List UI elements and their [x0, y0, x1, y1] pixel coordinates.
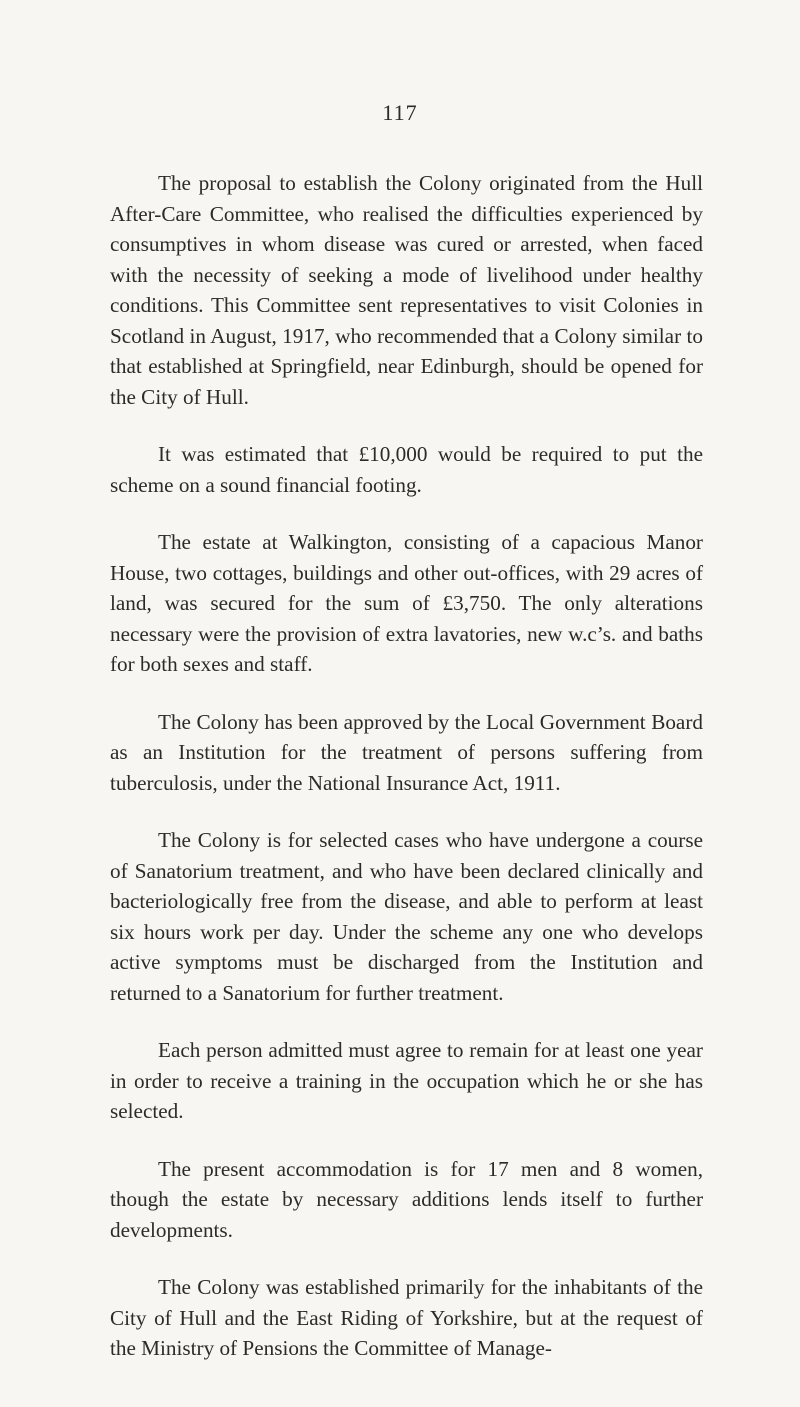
- paragraph-estimated-cost: It was estimated that £10,000 would be required to put the scheme on a sound financial footing.: [110, 442, 703, 497]
- paragraph-selected-cases: The Colony is for selected cases who have undergone a course of Sanatorium treatment, and who have been declared clinically and bacteriologically free from the disease, and able to perform at least six hours work per day. Under the scheme any one who develops active symptoms must be discharged from the Institution and returned to a Sanatorium for further treatment.: [110, 828, 703, 1005]
- paragraph-colony-origin: The proposal to establish the Colony originated from the Hull After-Care Committee, who realised the difficulties experienced by consumptives in whom disease was cured or arrested, when faced with the necessity of seeking a mode of livelihood under healthy conditions. This Committee sent representatives to visit Colonies in Scotland in August, 1917, who recommended that a Colony similar to that established at Springfield, near Edinburgh, should be opened for the City of Hull.: [110, 171, 703, 409]
- paragraph-walkington-estate: The estate at Walkington, consisting of a capacious Manor House, two cottages, buildings and other out-offices, with 29 acres of land, was secured for the sum of £3,750. The only alterations necessary were the provision of extra lavatories, new w.c’s. and baths for both sexes and staff.: [110, 530, 703, 676]
- page-number: 117: [382, 100, 418, 125]
- paragraph-board-approval: The Colony has been approved by the Local Government Board as an Institution for the treatment of persons suffering from tuberculosis, under the National Insurance Act, 1911.: [110, 709, 703, 795]
- paragraph-training-period: Each person admitted must agree to remain for at least one year in order to receive a training in the occupation which he or she has selected.: [110, 1038, 703, 1123]
- body-text: [110, 168, 703, 1364]
- paragraph-accommodation: The present accommodation is for 17 men and 8 women, though the estate by necessary additions lends itself to further developments.: [110, 1156, 703, 1242]
- paragraph-inhabitants: The Colony was established primarily for the inhabitants of the City of Hull and the East Riding of Yorkshire, but at the request of the Ministry of Pensions the Committee of Manage-: [110, 1275, 703, 1360]
